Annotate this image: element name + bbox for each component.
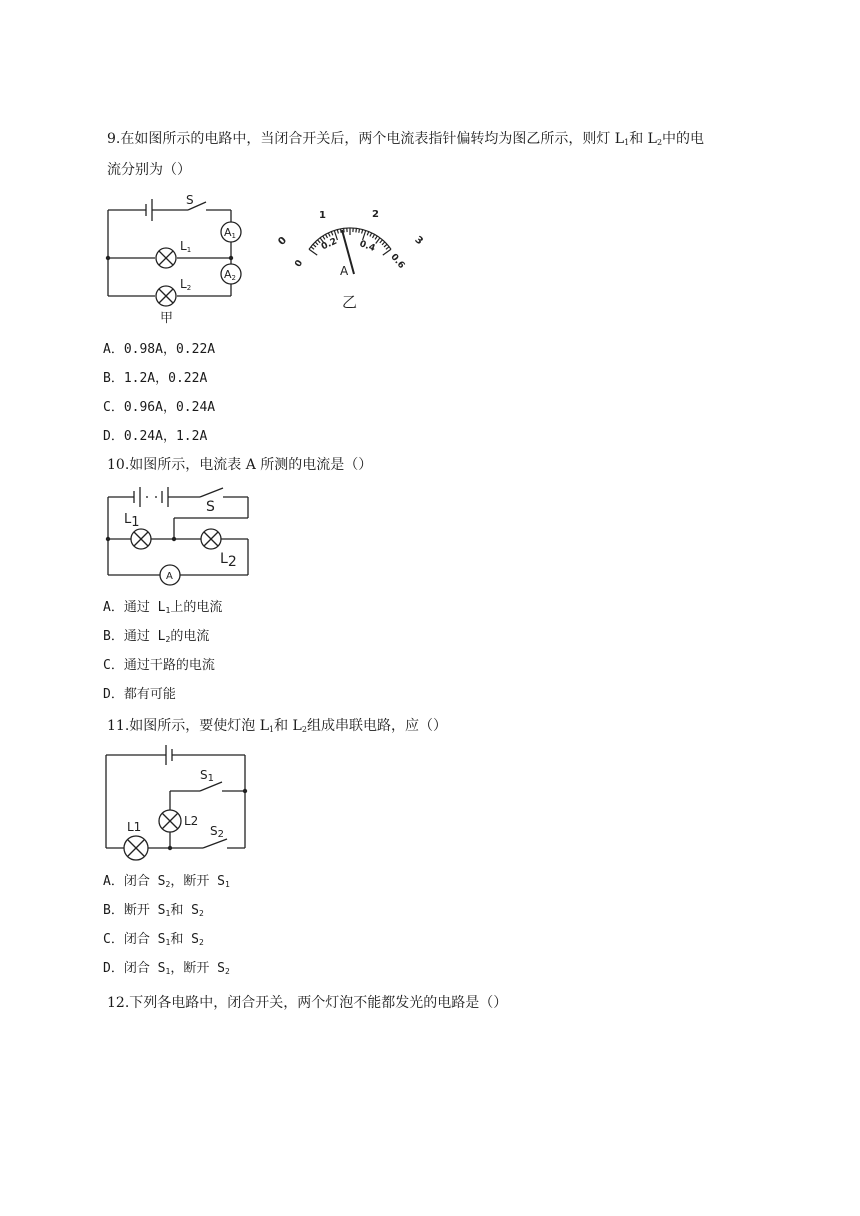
- dial-tick: [380, 240, 383, 243]
- dial-tick: [373, 234, 375, 238]
- dial-tick: [370, 233, 372, 237]
- inner-tick-0: 0: [293, 258, 306, 269]
- lamp-l1-label: L1: [124, 512, 140, 530]
- outer-tick-3: 3: [412, 234, 425, 248]
- switch-label: S: [186, 193, 194, 207]
- q11-option-c: C．闭合 $S_1$和 $S_2$: [103, 932, 204, 947]
- q9-option-c: C．0.96A，0.24A: [103, 400, 216, 415]
- q10-option-c: C．通过干路的电流: [103, 658, 215, 673]
- q11-option-b: B．断开 $S_1$和 $S_2$: [103, 903, 204, 918]
- dial-tick: [331, 232, 333, 236]
- dial-tick: [376, 238, 380, 244]
- dial-tick: [313, 244, 316, 247]
- q9-ammeter-dial-yi: [270, 200, 440, 320]
- q11-stem: 11.如图所示，要使灯泡 $L_1$和 $L_2$组成串联电路，应（）: [107, 718, 447, 734]
- dial-tick: [386, 247, 389, 250]
- q10-option-b: B．通过 $L_2$的电流: [103, 629, 210, 644]
- dial-tick: [383, 249, 391, 255]
- q10-circuit-diagram: [100, 485, 260, 585]
- q12-stem: 12.下列各电路中，闭合开关，两个灯泡不能都发光的电路是（）: [107, 995, 508, 1011]
- inner-tick-0-2: 0.2: [319, 236, 339, 253]
- inner-tick-0-4: 0.4: [357, 239, 377, 254]
- dial-tick: [363, 231, 366, 241]
- q9-option-b: B．1.2A，0.22A: [103, 371, 208, 386]
- dial-tick: [326, 234, 328, 238]
- dial-tick: [356, 228, 357, 232]
- q9-option-d: D．0.24A，1.2A: [103, 429, 208, 444]
- lamp-l2-label: L2: [220, 551, 237, 570]
- outer-tick-0: 0: [276, 235, 290, 248]
- dial-tick: [315, 242, 318, 245]
- dial-tick: [323, 236, 325, 239]
- dial-tick: [344, 228, 345, 232]
- dial-tick: [337, 230, 338, 234]
- q9-option-a: A．0.98A，0.22A: [103, 342, 216, 357]
- q11-option-d: D．闭合 $S_1$，断开 $S_2$: [103, 961, 230, 976]
- dial-tick: [362, 230, 363, 234]
- figure-caption-yi: 乙: [342, 293, 358, 311]
- dial-tick: [309, 249, 317, 255]
- switch-s1-label: S1: [200, 768, 214, 784]
- dial-tick: [375, 236, 377, 239]
- q9-circuit-diagram-jia: [100, 192, 260, 326]
- q10-stem: 10.如图所示，电流表 A 所测的电流是（）: [107, 457, 373, 473]
- switch-s2-label: S2: [210, 824, 224, 840]
- lamp-l2-label: L2: [180, 277, 192, 292]
- dial-tick: [328, 233, 330, 237]
- outer-tick-2: 2: [372, 209, 379, 220]
- meter-a2-label: A2: [224, 268, 236, 282]
- inner-tick-0-6: 0.6: [388, 252, 407, 271]
- figure-caption-jia: 甲: [160, 311, 174, 326]
- ammeter-label: A: [166, 571, 173, 582]
- dial-tick: [367, 232, 369, 236]
- lamp-l1-label: L1: [180, 239, 192, 254]
- lamp-l2-label: L2: [184, 814, 199, 828]
- q11-option-a: A．闭合 $S_2$，断开 $S_1$: [103, 874, 230, 889]
- dial-unit-label: A: [340, 264, 349, 278]
- q9-stem-line2: 流分别为（）: [107, 162, 191, 178]
- meter-a1-label: A1: [224, 226, 236, 240]
- q10-option-d: D．都有可能: [103, 687, 176, 702]
- outer-tick-1: 1: [319, 210, 326, 221]
- dial-tick: [341, 229, 342, 233]
- switch-label: S: [206, 499, 215, 515]
- q11-circuit-diagram: [100, 745, 260, 865]
- q10-option-a: A．通过 $L_1$上的电流: [103, 600, 223, 615]
- dial-tick: [382, 242, 385, 245]
- dial-tick: [359, 229, 360, 233]
- lamp-l1-label: L1: [127, 820, 142, 834]
- q9-stem-line1: 9.在如图所示的电路中，当闭合开关后，两个电流表指针偏转均为图乙所示，则灯 $L_1$和 $L_2$中的电: [107, 131, 705, 147]
- dial-tick: [384, 244, 387, 247]
- dial-tick: [311, 247, 314, 250]
